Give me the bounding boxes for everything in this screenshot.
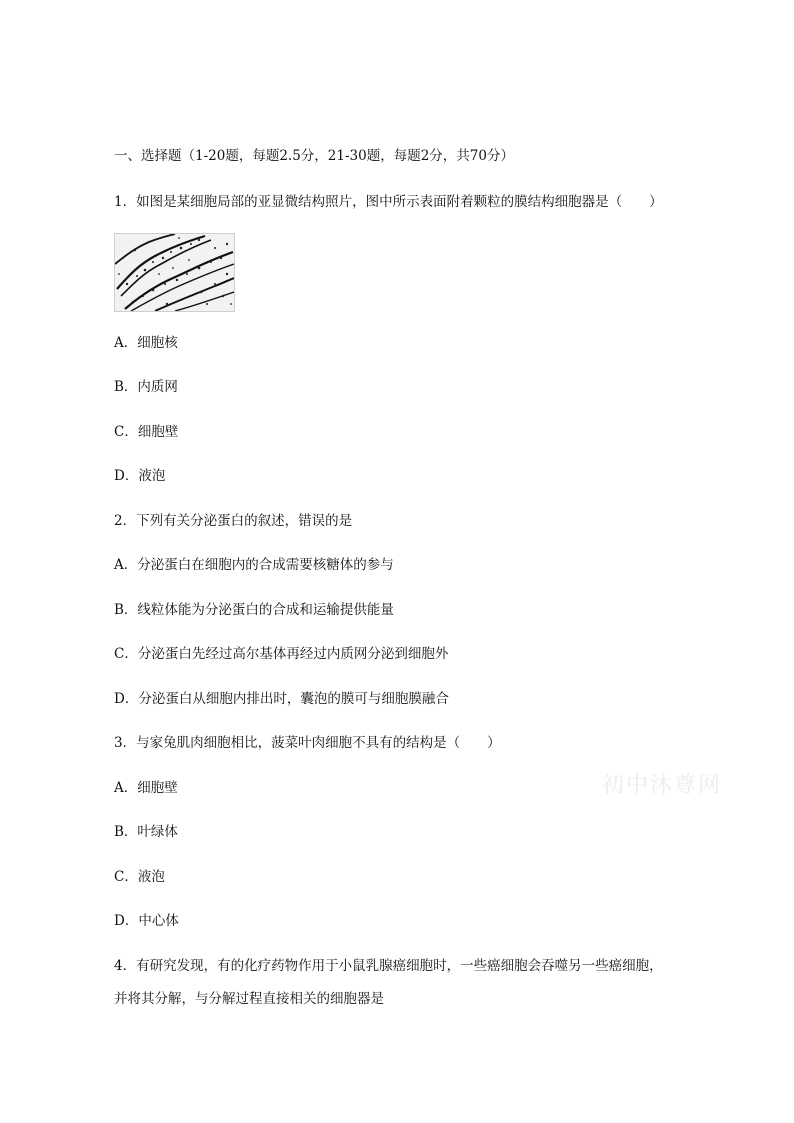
question-2-option-a: A．分泌蛋白在细胞内的合成需要核糖体的参与 [114, 557, 394, 573]
question-4-stem-line-1: 4．有研究发现，有的化疗药物作用于小鼠乳腺癌细胞时，一些癌细胞会吞噬另一些癌细胞， [114, 958, 663, 974]
question-1-option-a: A．细胞核 [114, 335, 178, 351]
question-3-option-b: B．叶绿体 [114, 824, 178, 840]
question-2-option-c: C．分泌蛋白先经过高尔基体再经过内质网分泌到细胞外 [114, 646, 449, 662]
question-4-stem-line-2: 并将其分解，与分解过程直接相关的细胞器是 [114, 991, 384, 1007]
watermark: 初中沐尊网 [602, 773, 723, 798]
er-micrograph-image [114, 233, 235, 312]
question-1-option-d: D．液泡 [114, 468, 166, 484]
section-title: 一、选择题（1-20题，每题2.5分，21-30题，每题2分，共70分） [114, 148, 514, 164]
question-3-stem: 3．与家兔肌肉细胞相比，菠菜叶肉细胞不具有的结构是（ ） [114, 735, 501, 751]
question-1-option-c: C．细胞壁 [114, 424, 179, 440]
question-3-option-c: C．液泡 [114, 869, 165, 885]
question-3-option-d: D．中心体 [114, 913, 179, 929]
question-2-option-d: D．分泌蛋白从细胞内排出时，囊泡的膜可与细胞膜融合 [114, 691, 449, 707]
question-1-stem: 1．如图是某细胞局部的亚显微结构照片，图中所示表面附着颗粒的膜结构细胞器是（ ） [114, 194, 663, 210]
question-2-stem: 2．下列有关分泌蛋白的叙述，错误的是 [114, 513, 353, 529]
question-1-option-b: B．内质网 [114, 379, 178, 395]
question-3-option-a: A．细胞壁 [114, 780, 178, 796]
question-2-option-b: B．线粒体能为分泌蛋白的合成和运输提供能量 [114, 602, 394, 618]
